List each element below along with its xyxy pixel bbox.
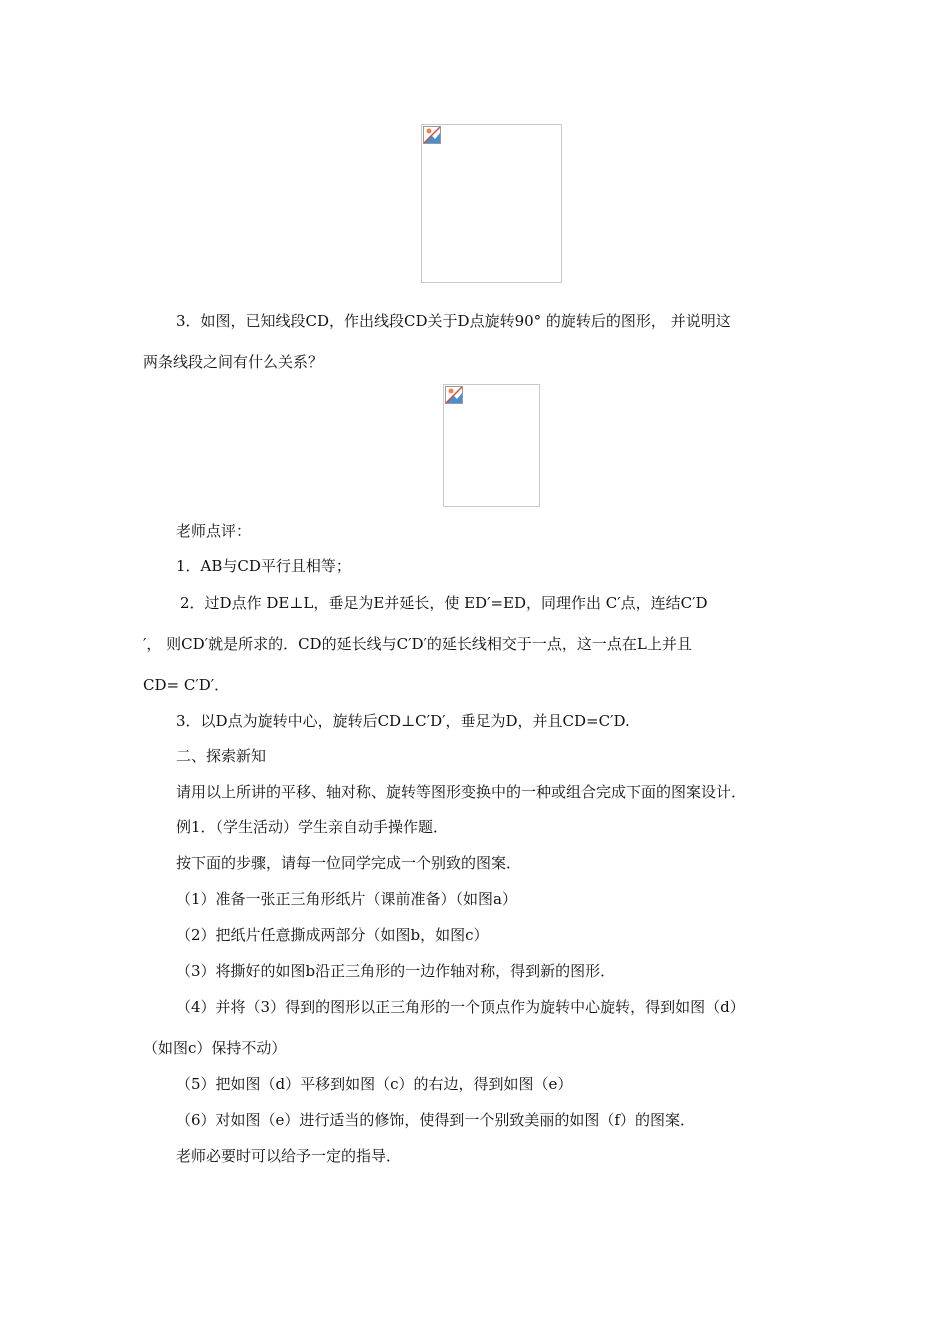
step-4-line-1: （4）并将（3）得到的图形以正三角形的一个顶点作为旋转中心旋转，得到如图（d） — [176, 998, 745, 1016]
comment-item-3: 3．以D点为旋转中心，旋转后CD⊥C′D′，垂足为D，并且CD=C′D. — [176, 712, 630, 730]
section-2-intro: 请用以上所讲的平移、轴对称、旋转等图形变换中的一种或组合完成下面的图案设计． — [176, 783, 747, 801]
figure-placeholder-1 — [421, 124, 562, 283]
step-2: （2）把纸片任意撕成两部分（如图b，如图c） — [176, 926, 489, 944]
steps-intro: 按下面的步骤，请每一位同学完成一个别致的图案． — [176, 854, 522, 872]
step-5: （5）把如图（d）平移到如图（c）的右边，得到如图（e） — [176, 1075, 573, 1093]
step-3: （3）将撕好的如图b沿正三角形的一边作轴对称，得到新的图形． — [176, 962, 616, 980]
comment-item-2-line-2: ′， 则CD′就是所求的．CD的延长线与C′D′的延长线相交于一点，这一点在L上并且 — [143, 635, 692, 653]
teacher-comment-heading: 老师点评： — [176, 522, 252, 540]
example-1-title: 例1．（学生活动）学生亲自动手操作题． — [176, 818, 449, 836]
comment-item-2-line-1: 2．过D点作 DE⊥L，垂足为E并延长，使 ED′=ED，同理作出 C′点，连结C′D — [180, 594, 708, 612]
step-1: （1）准备一张正三角形纸片（课前准备）（如图a） — [176, 890, 517, 908]
section-2-heading: 二、探索新知 — [176, 747, 267, 765]
broken-image-icon — [423, 126, 441, 144]
comment-item-1: 1．AB与CD平行且相等； — [176, 557, 351, 575]
comment-item-2-line-3: CD= C′D′． — [143, 676, 230, 694]
question-3-line-1: 3．如图，已知线段CD，作出线段CD关于D点旋转90° 的旋转后的图形， 并说明这 — [176, 312, 731, 330]
question-3-line-2: 两条线段之间有什么关系？ — [143, 353, 324, 371]
teacher-guidance: 老师必要时可以给予一定的指导． — [176, 1147, 402, 1165]
step-6: （6）对如图（e）进行适当的修饰，使得到一个别致美丽的如图（f）的图案． — [176, 1111, 695, 1129]
broken-image-icon — [445, 386, 463, 404]
figure-placeholder-2 — [443, 384, 540, 507]
step-4-line-2: （如图c）保持不动） — [143, 1039, 287, 1057]
